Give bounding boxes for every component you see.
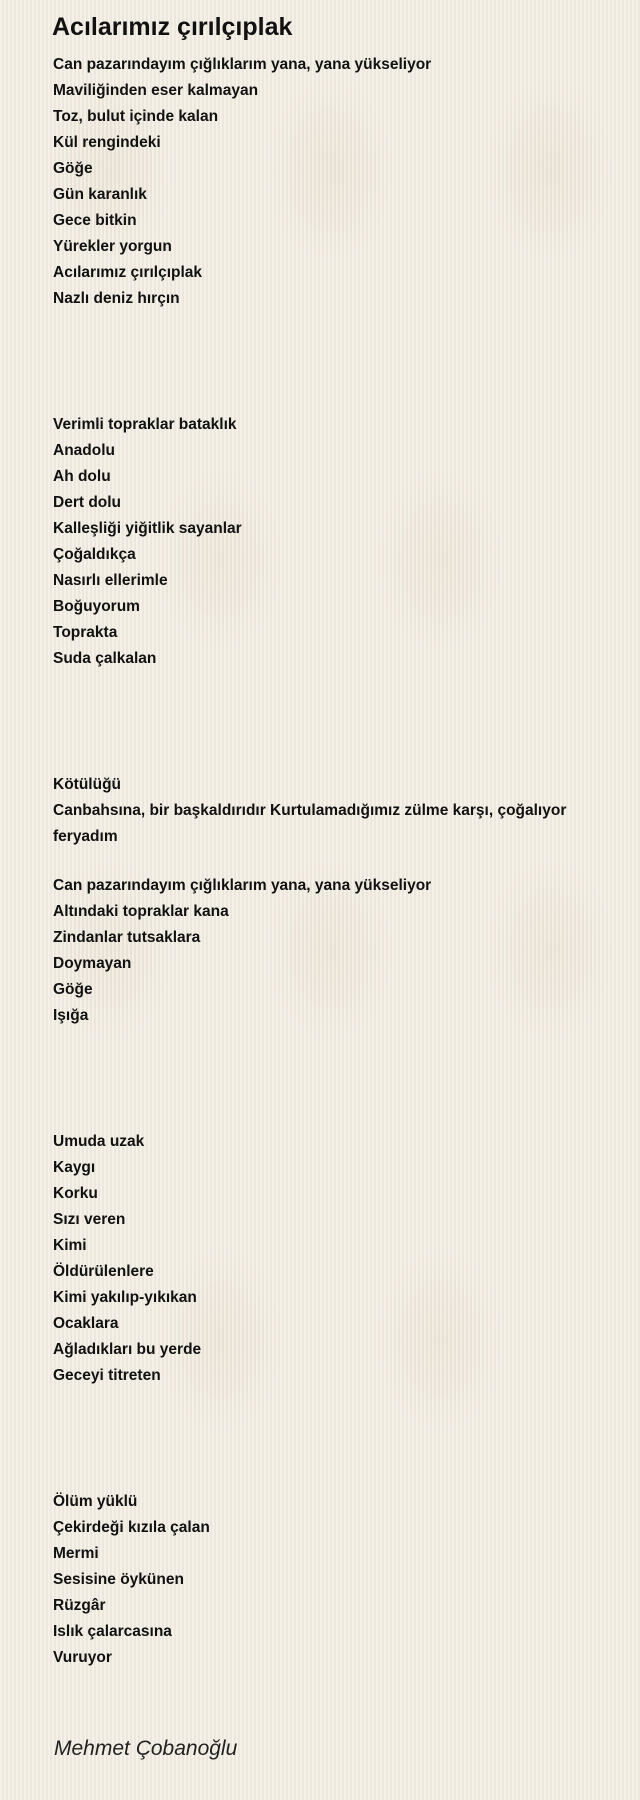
poem-line: Verimli topraklar bataklık [53, 416, 237, 433]
stanza-gap [53, 850, 593, 873]
poem-line: Yürekler yorgun [53, 238, 172, 255]
poem-line: Toprakta [53, 624, 118, 641]
poem-line: Kaygı [53, 1159, 96, 1176]
poem-line: Zindanlar tutsaklara [53, 929, 201, 946]
poem-line: Çekirdeği kızıla çalan [53, 1519, 210, 1536]
poem-line: Can pazarındayım çığlıklarım yana, yana yükseliyor [53, 56, 432, 73]
stanza-gap [53, 1029, 593, 1129]
poem-line: Can pazarındayım çığlıklarım yana, yana yükseliyor [53, 877, 432, 894]
poem-line: Kötülüğü [53, 776, 122, 793]
poem-line: Kalleşliği yiğitlik sayanlar [53, 520, 242, 537]
stanza-gap [53, 1389, 593, 1489]
poem-line: Acılarımız çırılçıplak [53, 264, 203, 281]
poem-author: Mehmet Çobanoğlu [54, 1737, 238, 1760]
poem-line: Korku [53, 1185, 98, 1202]
stanza-6 [53, 1489, 593, 1671]
poem-line: Canbahsına, bir başkaldırıdır Kurtulamadığımız zülme karşı, çoğalıyor feryadım [53, 802, 567, 845]
poem-line: Sızı veren [53, 1211, 126, 1228]
stanza-1 [53, 52, 593, 312]
poem-line: Altındaki topraklar kana [53, 903, 229, 920]
poem-line: Ah dolu [53, 468, 111, 485]
poem-line: Kül rengindeki [53, 134, 161, 151]
stanza-5 [53, 1129, 593, 1389]
poem-title: Acılarımız çırılçıplak [52, 13, 293, 41]
poem-line: Nasırlı ellerimle [53, 572, 168, 589]
poem-line: Doymayan [53, 955, 132, 972]
poem-line: Çoğaldıkça [53, 546, 136, 563]
stanza-4 [53, 873, 593, 1029]
poem-line: Kimi yakılıp-yıkıkan [53, 1289, 197, 1306]
poem-line: Sesisine öykünen [53, 1571, 184, 1588]
poem-body [53, 52, 593, 1671]
poem-line: Toz, bulut içinde kalan [53, 108, 219, 125]
poem-line: Işığa [53, 1007, 89, 1024]
poem-line: Ağladıkları bu yerde [53, 1341, 202, 1358]
poem-line: Ölüm yüklü [53, 1493, 138, 1510]
poem-line: Vuruyor [53, 1649, 112, 1666]
stanza-gap [53, 312, 593, 412]
poem-line: Umuda uzak [53, 1133, 145, 1150]
poem-line: Maviliğinden eser kalmayan [53, 82, 259, 99]
stanza-gap [53, 672, 593, 772]
poem-line: Boğuyorum [53, 598, 140, 615]
poem-line: Öldürülenlere [53, 1263, 154, 1280]
poem-line: Göğe [53, 160, 93, 177]
poem-line: Geceyi titreten [53, 1367, 161, 1384]
poem-line: Dert dolu [53, 494, 122, 511]
poem-line: Anadolu [53, 442, 115, 459]
poem-line: Ocaklara [53, 1315, 119, 1332]
poem-line: Göğe [53, 981, 93, 998]
stanza-3 [53, 772, 593, 850]
stanza-2 [53, 412, 593, 672]
poem-line: Nazlı deniz hırçın [53, 290, 180, 307]
poem-line: Suda çalkalan [53, 650, 157, 667]
poem-line: Gün karanlık [53, 186, 147, 203]
poem-line: Mermi [53, 1545, 99, 1562]
poem-line: Gece bitkin [53, 212, 137, 229]
poem-line: Rüzgâr [53, 1597, 106, 1614]
poem-line: Kimi [53, 1237, 87, 1254]
poem-line: Islık çalarcasına [53, 1623, 172, 1640]
